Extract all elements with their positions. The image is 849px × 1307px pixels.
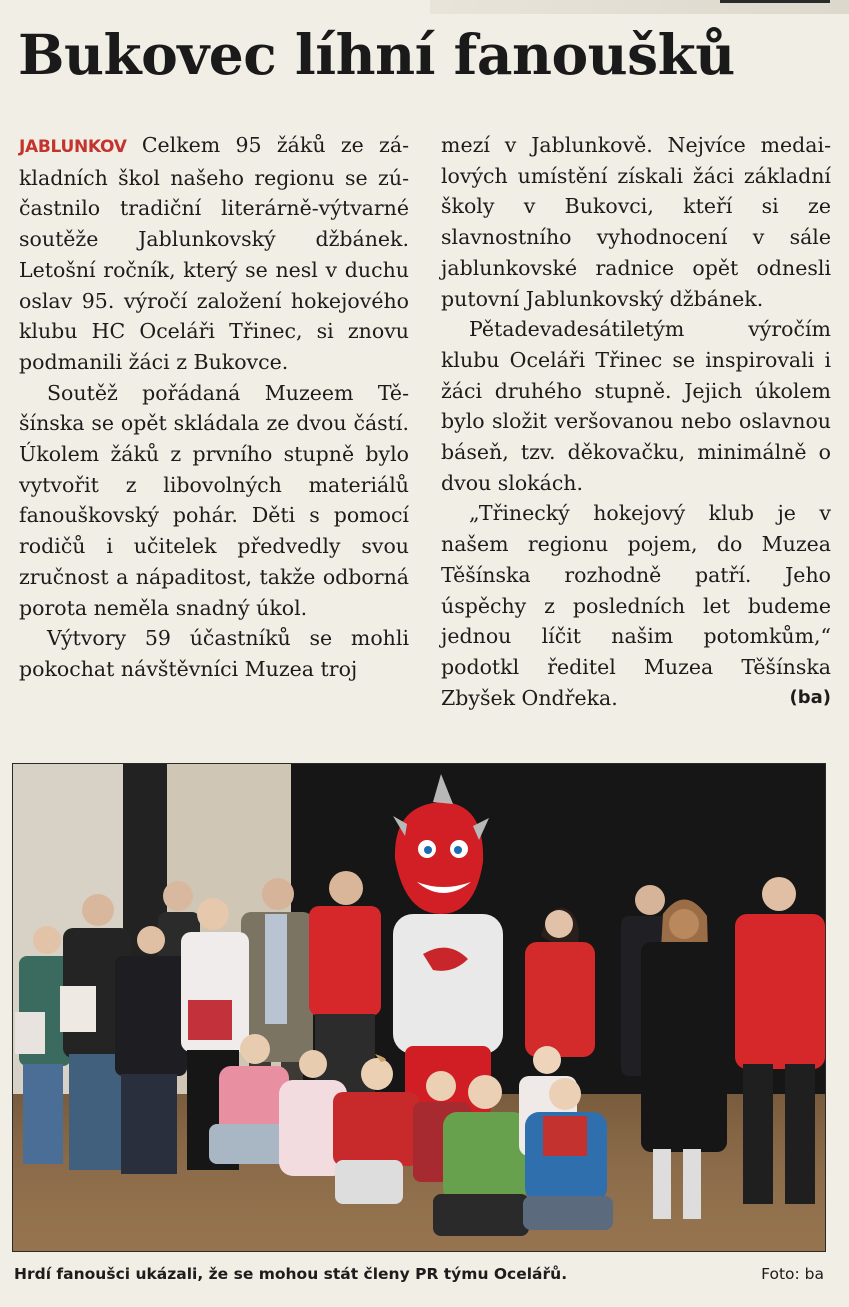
paragraph-intro <box>19 130 409 378</box>
quote-text: „Třinecký hokejový klub je v našem regionu pojem, do Muzea Těšínska rozhodně patří. Jeho úspěchy z posledních let budeme jednou líčit našim potomkům,“ podotkl ředitel Muzea Těšínska Zbyšek Ondřeka. <box>441 501 831 710</box>
boy-dark-suit <box>115 926 187 1174</box>
article-headline: Bukovec líhní fanoušků <box>18 22 735 87</box>
photo-illustration <box>13 764 825 1251</box>
author-signature: (ba) <box>789 686 831 708</box>
paragraph-second-grade: Pětadevadesátiletým výročím klubu Oceláři Třinec se inspirovali i žáci druhého stupně. Jejich úkolem bylo složit veršovanou nebo oslavnou báseň, tzv. děkovačku, minimálně o dvou slokách. <box>441 317 831 495</box>
paragraph-exhibition: Výtvory 59 účastníků se mohli pokochat návštěvníci Muzea troj <box>19 626 409 681</box>
paragraph-competition: Soutěž pořádaná Muzeem Těšínska se opět skládala ze dvou částí. Úkolem žáků z prvního stupně bylo vytvořit z libovolných materiálů fanouškovský pohár. Děti s pomocí rodičů i učitelek předvedly svou zručnost a nápaditost, takže odborná porota neměla snadný úkol. <box>19 380 409 620</box>
paragraph-intro-text: Celkem 95 žáků ze základních škol našeho regionu se zúčastnilo tradiční literárně-výtvarné soutěže Jablunkovský džbánek. Letošní ročník, který se nesl v duchu oslav 95. výročí založení hokejového klubu HC Oceláři Třinec, si znovu podmanili žáci z Bukovce. <box>19 133 409 374</box>
paragraph-exhibition-cont: mezí v Jablunkově. Nejvíce medailových umístění získali žáci základní školy v Bukovci, kteří si ze slavnostního vyhodnocení v sále jablunkovské radnice opět odnesli putovní Jablunkovský džbánek. <box>441 133 831 311</box>
article-column-right <box>441 130 831 713</box>
dateline: JABLUNKOV <box>19 137 127 157</box>
photo-caption: Hrdí fanoušci ukázali, že se mohou stát členy PR týmu Ocelářů. <box>14 1265 568 1283</box>
child-left-small <box>15 926 71 1164</box>
photo-credit: Foto: ba <box>761 1265 824 1283</box>
article-column-left <box>19 130 409 685</box>
page-bleed-through <box>0 732 849 754</box>
article-photo <box>12 763 826 1252</box>
photo-caption-bar <box>14 1262 824 1286</box>
adjacent-article-rule <box>720 0 830 3</box>
paragraph-quote <box>441 498 831 713</box>
